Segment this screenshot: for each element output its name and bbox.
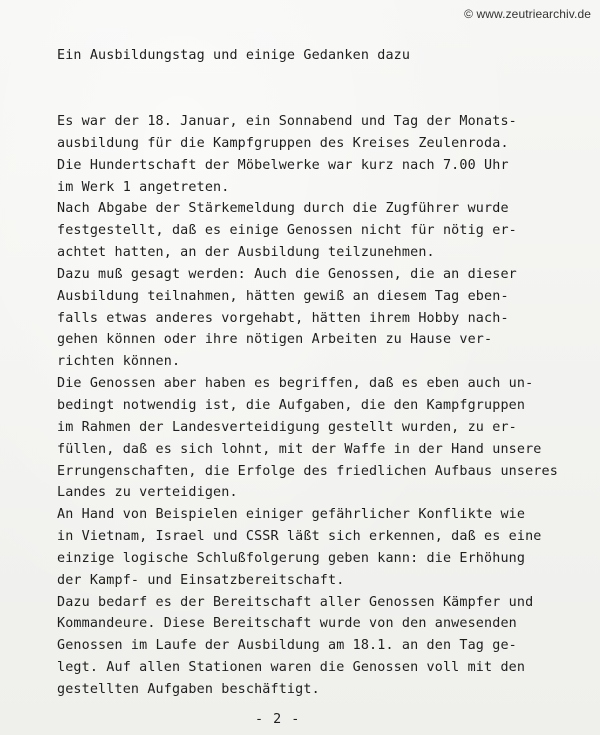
text-line: Die Genossen aber haben es begriffen, daß es eben auch un- <box>57 376 534 392</box>
text-line: Nach Abgabe der Stärkemeldung durch die Zugführer wurde <box>57 201 509 217</box>
text-line: Genossen im Laufe der Ausbildung am 18.1. an den Tag ge- <box>57 638 517 654</box>
text-line: im Rahmen der Landesverteidigung gestellt wurden, zu er- <box>57 419 517 435</box>
text-line: Es war der 18. Januar, ein Sonnabend und Tag der Monats- <box>57 114 517 129</box>
text-line: festgestellt, daß es einige Genossen nicht für nötig er- <box>57 223 517 239</box>
text-line: der Kampf- und Einsatzbereitschaft. <box>57 572 345 588</box>
text-line: in Vietnam, Israel und CSSR läßt sich erkennen, daß es eine <box>57 529 542 545</box>
page-number: - 2 - <box>255 712 301 727</box>
text-line: einzige logische Schlußfolgerung geben kann: die Erhöhung <box>57 550 526 566</box>
text-line: bedingt notwendig ist, die Aufgaben, die den Kampfgruppen <box>57 397 526 413</box>
document-title: Ein Ausbildungstag und einige Gedanken dazu <box>57 48 411 63</box>
text-line: falls etwas anderes vorgehabt, hätten ihrem Hobby nach- <box>57 310 509 326</box>
text-line: Dazu bedarf es der Bereitschaft aller Genossen Kämpfer und <box>57 594 534 610</box>
text-line: richten können. <box>57 354 181 370</box>
text-line: Dazu muß gesagt werden: Auch die Genossen, die an dieser <box>57 266 517 282</box>
text-line: im Werk 1 angetreten. <box>57 179 230 195</box>
text-line: ausbildung für die Kampfgruppen des Kreises Zeulenroda. <box>57 135 509 151</box>
watermark: © www.zeutriearchiv.de <box>464 7 591 21</box>
text-line: legt. Auf allen Stationen waren die Genossen voll mit den <box>57 660 526 676</box>
text-line: achtet hatten, an der Ausbildung teilzunehmen. <box>57 245 435 261</box>
text-line: Ausbildung teilnahmen, hätten gewiß an diesem Tag eben- <box>57 288 509 304</box>
text-line: Kommandeure. Diese Bereitschaft wurde von den anwesenden <box>57 616 517 632</box>
text-line: Die Hundertschaft der Möbelwerke war kurz nach 7.00 Uhr <box>57 157 509 173</box>
text-line: füllen, daß es sich lohnt, mit der Waffe in der Hand unsere <box>57 441 542 457</box>
text-line: An Hand von Beispielen einiger gefährlicher Konflikte wie <box>57 507 526 523</box>
text-line: Landes zu verteidigen. <box>57 485 238 501</box>
text-line: gestellten Aufgaben beschäftigt. <box>57 681 320 697</box>
body-text <box>57 111 592 701</box>
text-line: Errungenschaften, die Erfolge des friedlichen Aufbaus unseres <box>57 463 558 479</box>
text-line: gehen können oder ihre nötigen Arbeiten zu Hause ver- <box>57 332 493 348</box>
